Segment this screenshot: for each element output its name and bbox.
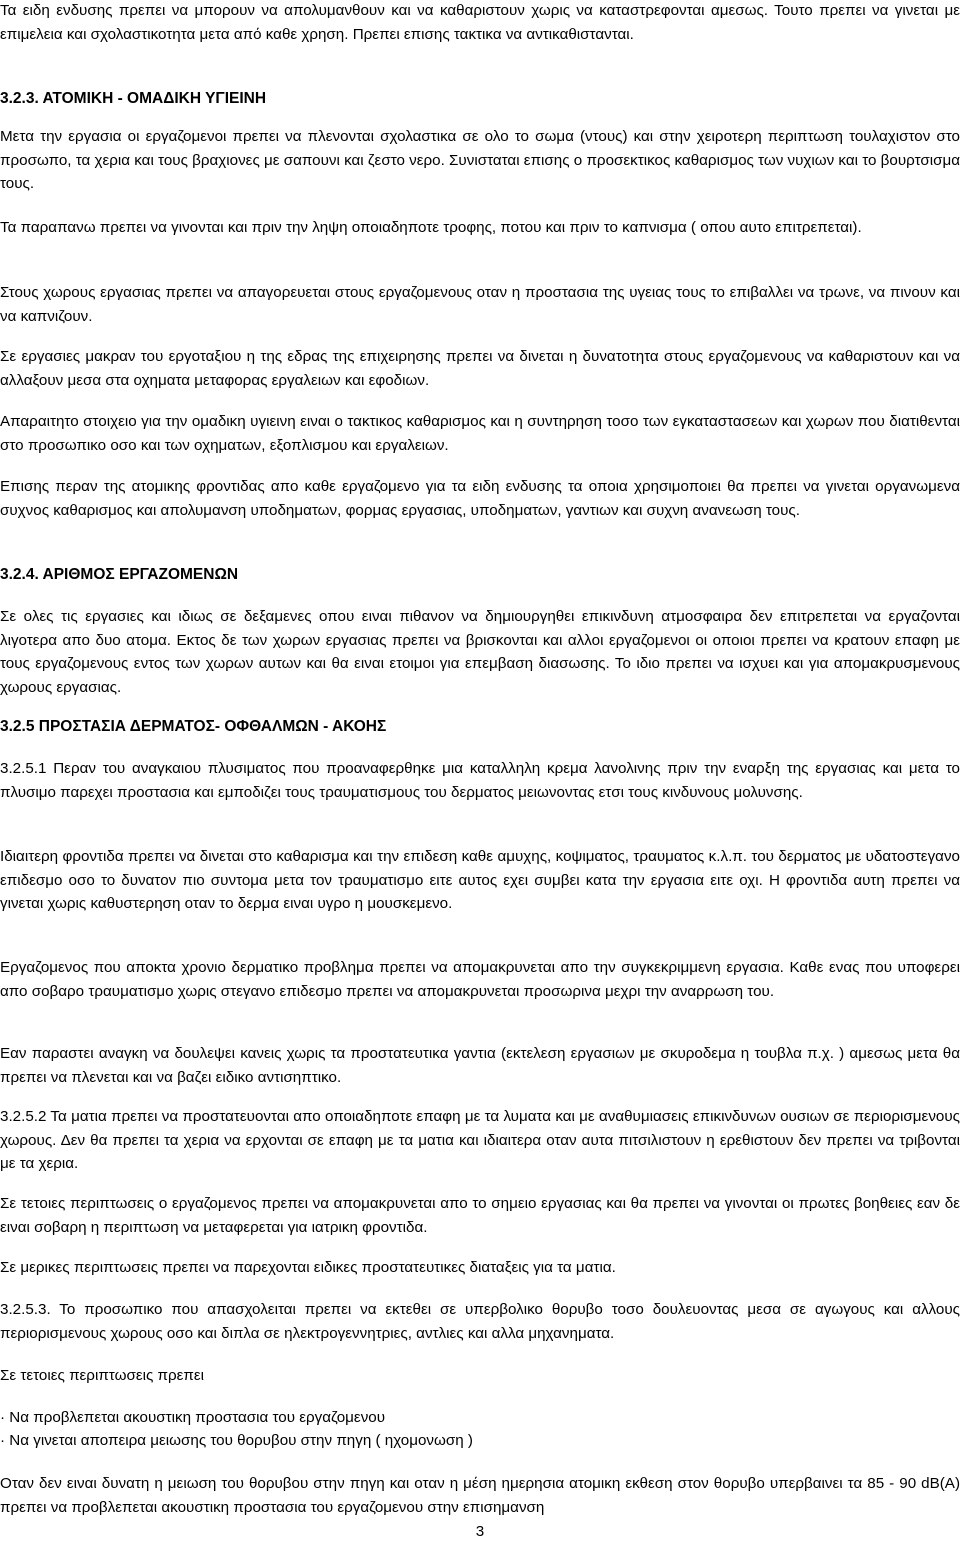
paragraph-washing: Μετα την εργασια οι εργαζομενοι πρεπει να πλενονται σχολαστικα σε ολο το σωμα (ντους) και στην χειροτερη περιπτωση τουλαχιστον στο προσωπο, τα χερια και τους βραχιονες με σαπουνι και ζεστο νερο. Συνισταται επισης ο προσεκτικος καθαρισμος των νυχιων και το βουρτσισμα τους.	[0, 128, 960, 192]
paragraph-skin-problem: Εργαζομενος που αποκτα χρονιο δερματικο προβλημα πρεπει να απομακρυνεται απο την συγκεκριμμενη εργασια. Καθε ενας που υποφερει απο σοβαρο τραυματισμο χωρις στεγανο επιδεσμο πρεπει να απομακρυνεται προσωρινα μεχρι την αναρρωση του.	[0, 959, 960, 1000]
paragraph-no-eating: Στους χωρους εργασιας πρεπει να απαγορευεται στους εργαζομενους οταν η προστασια της υγειας τους το επιβαλλει να τρωνε, να πινουν και να καπνιζουν.	[0, 284, 960, 325]
paragraph-group-hygiene: Απαραιτητο στοιχειο για την ομαδικη υγιεινη ειναι ο τακτικος καθαρισμος και η συντηρηση τοσο των εγκαταστασεων και χωρων που διατιθενται στο προσωπικο οσο και των οχηματων, εξοπλισμου και εργαλειων.	[0, 413, 960, 454]
heading-number-of-workers: 3.2.4. ΑΡΙΘΜΟΣ ΕΡΓΑΖΟΜΕΝΩΝ	[0, 566, 239, 583]
page-number: 3	[475, 1523, 485, 1540]
paragraph-in-such-cases: Σε τετοιες περιπτωσεις πρεπει	[0, 1367, 205, 1384]
paragraph-before-eating: Τα παραπανω πρεπει να γινονται και πριν την ληψη οποιαδηποτε τροφης, ποτου και πριν το καπνισμα ( οπου αυτο επιτρεπεται).	[0, 219, 862, 236]
paragraph-eye-protection: Σε μερικες περιπτωσεις πρεπει να παρεχονται ειδικες προστατευτικες διαταξεις για τα ματια.	[0, 1259, 616, 1276]
paragraph-wound-care: Ιδιαιτερη φροντιδα πρεπει να δινεται στο καθαρισμα και την επιδεση καθε αμυχης, κοψιματος, τραυματος κ.λ.π. του δερματος με υδατοστεγανο επιδεσμο οσο το δυνατον πιο συντομα μετα τον τραυματισμο ειτε αυτος εχει συμβει κατα την εργασια ειτε οχι. Η φροντιδα αυτη πρεπει να γινεται χωρις καθυστερηση οταν το δερμα ειναι υγρο η μουσκεμενο.	[0, 848, 960, 912]
paragraph-noise: 3.2.5.3. Το προσωπικο που απασχολειται πρεπει να εκτεθει σε υπερβολικο θορυβο τοσο δουλευοντας μεσα σε αγωγους και αλλους περιορισμενους χωρους οσο και διπλα σε ηλεκτρογεννητριες, αντλιες και αλλα μηχανηματα.	[0, 1301, 960, 1342]
heading-personal-hygiene: 3.2.3. ΑΤΟΜΙΚΗ - ΟΜΑΔΙΚΗ ΥΓΙΕΙΝΗ	[0, 90, 267, 107]
paragraph-remote-work: Σε εργασιες μακραν του εργοταξιου η της εδρας της επιχειρησης πρεπει να δινεται η δυνατοτητα στους εργαζομενους να καθαριστουν και να αλλαξουν μεσα στα οχηματα μεταφορας εργαλειων και εφοδιων.	[0, 348, 960, 389]
paragraph-clothing-care: Επισης περαν της ατομικης φροντιδας απο καθε εργαζομενο για τα ειδη ενδυσης τα οποια χρησιμοποιει θα πρεπει να γινεται οργανωμενα συχνος καθαρισμος και απολυμανση υποδηματων, φορμας εργασιας, υποδηματων, γαντιων και συχνη ανανεωση τους.	[0, 478, 960, 519]
heading-protection: 3.2.5 ΠΡΟΣΤΑΣΙΑ ΔΕΡΜΑΤΟΣ- ΟΦΘΑΛΜΩΝ - ΑΚΟΗΣ	[0, 718, 387, 735]
paragraph-gloves: Εαν παραστει αναγκη να δουλεψει κανεις χωρις τα προστατευτικα γαντια (εκτελεση εργασιων με σκυροδεμα η τουβλα π.χ. ) αμεσως μετα θα πρεπει να πλενεται και να βαζει ειδικο αντισηπτικο.	[0, 1045, 960, 1086]
paragraph-first-aid: Σε τετοιες περιπτωσεις ο εργαζομενος πρεπει να απομακρυνεται απο το σημειο εργασιας και θα πρεπει να γινονται οι πρωτες βοηθειες εαν δε ειναι σοβαρη η περιπτωση να μεταφερεται για ιατρικη φροντιδα.	[0, 1195, 960, 1236]
list-item: · Να γινεται αποπειρα μειωσης του θορυβου στην πηγη ( ηχομονωση )	[0, 1432, 473, 1449]
paragraph-eyes: 3.2.5.2 Τα ματια πρεπει να προστατευονται απο οποιαδηποτε επαφη με τα λυματα και με αναθυμιασεις επικινδυνων ουσιων σε περιορισμενους χωρους. Δεν θα πρεπει τα χερια να ερχονται σε επαφη με τα ματια και ιδιαιτερα οταν αυτα πιτσιλιστουν η ερεθιστουν δεν πρεπει να τριβονται με τα χερια.	[0, 1108, 960, 1172]
paragraph-min-workers: Σε ολες τις εργασιες και ιδιως σε δεξαμενες οπου ειναι πιθανον να δημιουργηθει επικινδυνη ατμοσφαιρα δεν επιτρεπεται να εργαζονται λιγοτερα απο δυο ατομα. Εκτος δε των χωρων εργασιας πρεπει να βρισκονται και αλλοι εργαζομενοι οι οποιοι πρεπει να κρατουν επαφη με τους εργαζομενους εντος των χωρων αυτων και θα ειναι ετοιμοι για επεμβαση διασωσης. Το ιδιο πρεπει να ισχυει και για απομακρυσμενους χωρους εργασιας.	[0, 608, 960, 696]
paragraph-clothing: Τα ειδη ενδυσης πρεπει να μπορουν να απολυμανθουν και να καθαριστουν χωρις να καταστρεφονται αμεσως. Τουτο πρεπει να γινεται με επιμελεια και σχολαστικοτητα μετα από καθε χρηση. Πρεπει επισης τακτικα να αντικαθιστανται.	[0, 2, 960, 43]
paragraph-lanolin: 3.2.5.1 Περαν του αναγκαιου πλυσιματος που προαναφερθηκε μια καταλληλη κρεμα λανολινης πριν την εναρξη της εργασιας και μετα το πλυσιμο παρεχει προστασια και εμποδιζει τους τραυματισμους του δερματος μειωνοντας ετσι τους κινδυνους μολυνσης.	[0, 760, 960, 801]
paragraph-noise-limit: Οταν δεν ειναι δυνατη η μειωση του θορυβου στην πηγη και οταν η μέση ημερησια ατομικη εκθεση στον θορυβο υπερβαινει τα 85 - 90 dB(A) πρεπει να προβλεπεται ακουστικη προστασια του εργαζομενου στην επισημανση	[0, 1475, 960, 1516]
list-item: · Να προβλεπεται ακουστικη προστασια του εργαζομενου	[0, 1409, 386, 1426]
